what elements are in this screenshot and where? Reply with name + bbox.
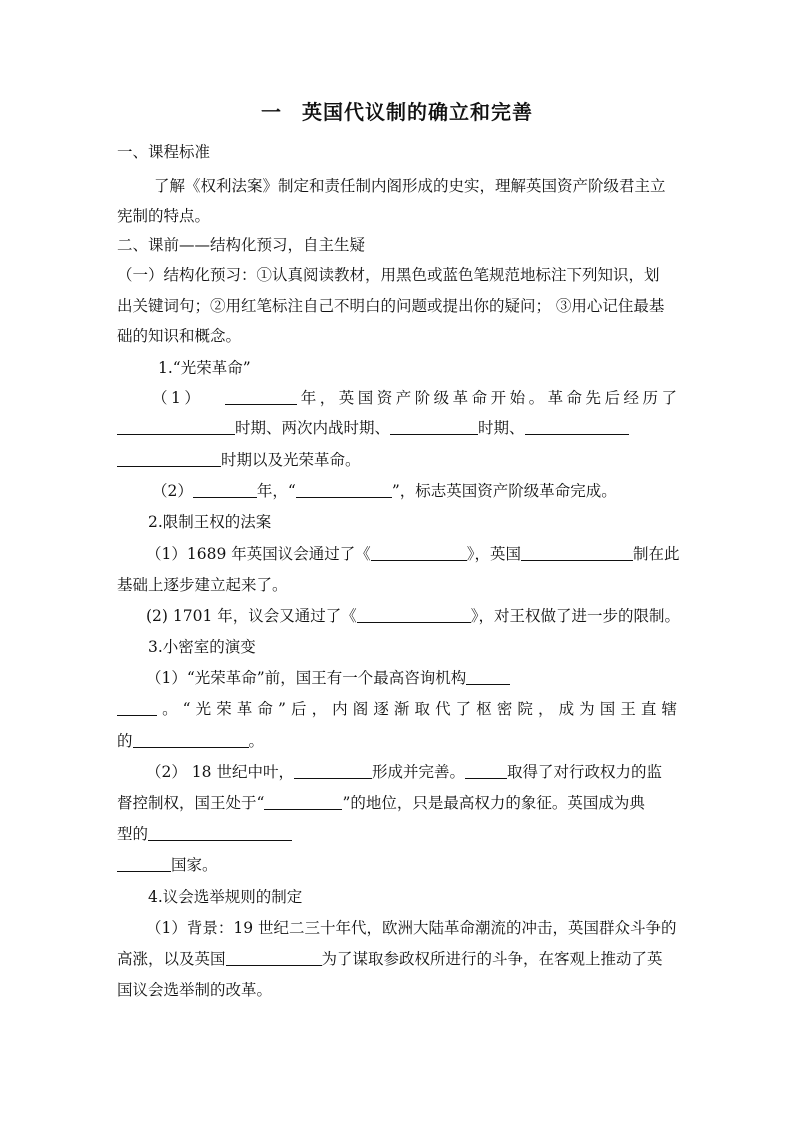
answer-blank[interactable] [525, 419, 629, 435]
topic3-q1-text2: 。“光荣革命”后，内阁逐渐取代了枢密院，成为国王直辖 [157, 700, 677, 718]
topic3-q2-text7: 国家。 [171, 856, 218, 874]
topic3-q2-text2: 形成并完善。 [371, 763, 465, 781]
topic1-heading: 1.“光荣革命” [158, 359, 251, 377]
topic1-q1-text: 年，英国资产阶级革命开始。革命先后经历了 [297, 389, 677, 407]
answer-blank[interactable] [357, 607, 471, 623]
topic2-q1-line1 [146, 544, 680, 564]
topic4-q1-line2 [117, 949, 677, 969]
topic3-q2-line1 [146, 762, 677, 782]
title-text: 英国代议制的确立和完善 [302, 100, 533, 124]
topic3-q2-text1: （2） 18 世纪中叶， [146, 763, 294, 781]
topic2-q2-text2: 》，对王权做了进一步的限制。 [470, 607, 681, 625]
section-heading-curriculum: 一、课程标准 [117, 143, 211, 161]
topic2-q1-line2: 基础上逐步建立起来了。 [117, 576, 288, 594]
topic4-q1-text1: 高涨，以及英国 [117, 950, 226, 968]
topic2-q1-text1: （1）1689 年英国议会通过了《 [146, 545, 371, 563]
answer-blank[interactable] [296, 482, 392, 498]
topic3-q2-text3: 取得了对行政权力的监 [506, 763, 662, 781]
curriculum-paragraph-line1: 了解《权利法案》制定和责任制内阁形成的史实，理解英国资产阶级君主立 [154, 177, 666, 195]
topic3-q2-line4 [117, 855, 677, 875]
answer-blank[interactable] [117, 419, 235, 435]
answer-blank[interactable] [521, 545, 633, 561]
answer-blank[interactable] [148, 825, 292, 841]
topic3-q2-text6: 型的 [117, 825, 149, 843]
answer-blank[interactable] [465, 763, 507, 779]
topic1-q1-text3: 时期、 [478, 419, 525, 437]
topic3-q1-line2 [117, 699, 677, 719]
page-title [0, 96, 794, 125]
topic3-q1-text3: 的 [117, 732, 133, 750]
curriculum-paragraph-line2: 宪制的特点。 [117, 207, 211, 225]
topic3-q1-line1 [146, 668, 706, 688]
topic2-q2-text1: (2) 1701 年，议会又通过了《 [146, 607, 357, 625]
topic1-q1-number: （1） [152, 389, 204, 407]
answer-blank[interactable] [117, 451, 221, 467]
topic1-q2-number: （2） [152, 482, 193, 500]
topic2-q2 [146, 606, 681, 626]
answer-blank[interactable] [117, 700, 157, 716]
topic1-q2-text2: ”，标志英国资产阶级革命完成。 [391, 482, 617, 500]
topic3-q2-line3 [117, 824, 677, 844]
title-number: 一 [261, 100, 282, 124]
topic4-q1-line1: （1）背景：19 世纪二三十年代，欧洲大陆革命潮流的冲击，英国群众斗争的 [146, 919, 677, 937]
topic3-q2-line2 [117, 793, 677, 813]
topic3-q2-text4: 督控制权，国王处于“ [117, 794, 265, 812]
topic2-heading: 2.限制王权的法案 [148, 513, 272, 531]
preview-instruction-line1: （一）结构化预习：①认真阅读教材，用黑色或蓝色笔规范地标注下列知识，划 [117, 266, 660, 284]
topic2-q1-text3: 制在此 [633, 545, 680, 563]
topic1-q2-text1: 年，“ [256, 482, 296, 500]
answer-blank[interactable] [390, 419, 478, 435]
topic3-q1-text1: （1）“光荣革命”前，国王有一个最高咨询机构 [146, 669, 467, 687]
topic3-q1-line3 [117, 731, 677, 751]
answer-blank[interactable] [264, 794, 342, 810]
topic1-q1-text2: 时期、两次内战时期、 [235, 419, 391, 437]
topic1-q1-line3 [117, 450, 677, 470]
topic1-q1-line1 [152, 388, 677, 408]
topic4-heading: 4.议会选举规则的制定 [148, 888, 303, 906]
preview-instruction-line2: 出关键词句；②用红笔标注自己不明白的问题或提出你的疑问； ③用心记住最基 [117, 297, 665, 315]
topic1-q1-line2 [117, 418, 677, 438]
topic1-q2 [152, 481, 712, 501]
answer-blank[interactable] [193, 482, 257, 498]
topic3-q1-text4: 。 [248, 732, 265, 750]
answer-blank[interactable] [294, 763, 372, 779]
answer-blank[interactable] [117, 856, 171, 872]
answer-blank[interactable] [226, 950, 322, 966]
topic3-heading: 3.小密室的演变 [148, 638, 256, 656]
topic2-q1-text2: 》，英国 [466, 545, 522, 563]
answer-blank[interactable] [466, 669, 510, 685]
topic4-q1-line3: 国议会选举制的改革。 [117, 981, 273, 999]
answer-blank[interactable] [133, 732, 249, 748]
section-heading-preview: 二、课前——结构化预习，自主生疑 [117, 236, 366, 254]
answer-blank[interactable] [225, 389, 297, 405]
answer-blank[interactable] [371, 545, 467, 561]
topic4-q1-text2: 为了谋取参政权所进行的斗争，在客观上推动了英 [321, 950, 663, 968]
preview-instruction-line3: 础的知识和概念。 [117, 327, 242, 345]
topic3-q2-text5: ”的地位，只是最高权力的象征。英国成为典 [342, 794, 645, 812]
topic1-q1-text4: 时期以及光荣革命。 [221, 451, 361, 469]
